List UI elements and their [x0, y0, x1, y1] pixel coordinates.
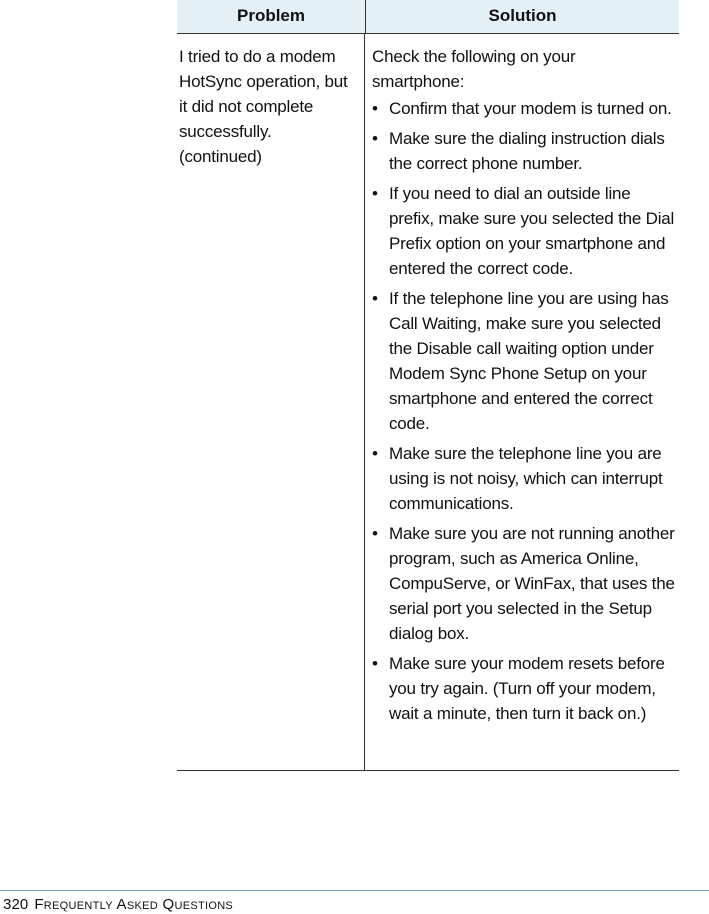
bullet-icon: •: [372, 654, 378, 673]
bullet-icon: •: [372, 524, 378, 543]
bullet-icon: •: [372, 444, 378, 463]
list-item: • If the telephone line you are using has Call Waiting, make sure you selected the Disable call waiting option under Modem Sync Phone Setup on your smartphone and entered the correct code.: [372, 286, 679, 436]
list-item: • Make sure the dialing instruction dials the correct phone number.: [372, 126, 679, 176]
solution-column-header: Solution: [488, 6, 557, 25]
list-item: • Make sure your modem resets before you try again. (Turn off your modem, wait a minute, then turn it back on.): [372, 651, 679, 726]
table-row: [177, 34, 679, 771]
list-item: • Make sure you are not running another program, such as America Online, CompuServe, or WinFax, that uses the serial port you selected in the Setup dialog box.: [372, 521, 679, 646]
list-item: • Make sure the telephone line you are using is not noisy, which can interrupt communications.: [372, 441, 679, 516]
bullet-icon: •: [372, 99, 378, 118]
bullet-icon: •: [372, 184, 378, 203]
bullet-icon: •: [372, 129, 378, 148]
problem-column-header: Problem: [177, 0, 366, 33]
solution-intro: Check the following on your smartphone:: [372, 47, 576, 91]
page-number: 320: [3, 896, 29, 913]
problem-text: I tried to do a modem HotSync operation, but it did not complete successfully. (continued): [179, 47, 348, 166]
table-header-row: [177, 0, 679, 34]
faq-table: [177, 0, 679, 771]
bullet-icon: •: [372, 289, 378, 308]
footer-rule: [0, 890, 709, 891]
section-title: Frequently Asked Questions: [34, 896, 234, 913]
problem-cell: [177, 34, 365, 770]
solution-list: [372, 96, 679, 726]
list-item: • If you need to dial an outside line prefix, make sure you selected the Dial Prefix option on your smartphone and entered the correct code.: [372, 181, 679, 281]
list-item: • Confirm that your modem is turned on.: [372, 96, 679, 121]
solution-cell: [365, 34, 679, 770]
page-footer: [3, 896, 233, 914]
